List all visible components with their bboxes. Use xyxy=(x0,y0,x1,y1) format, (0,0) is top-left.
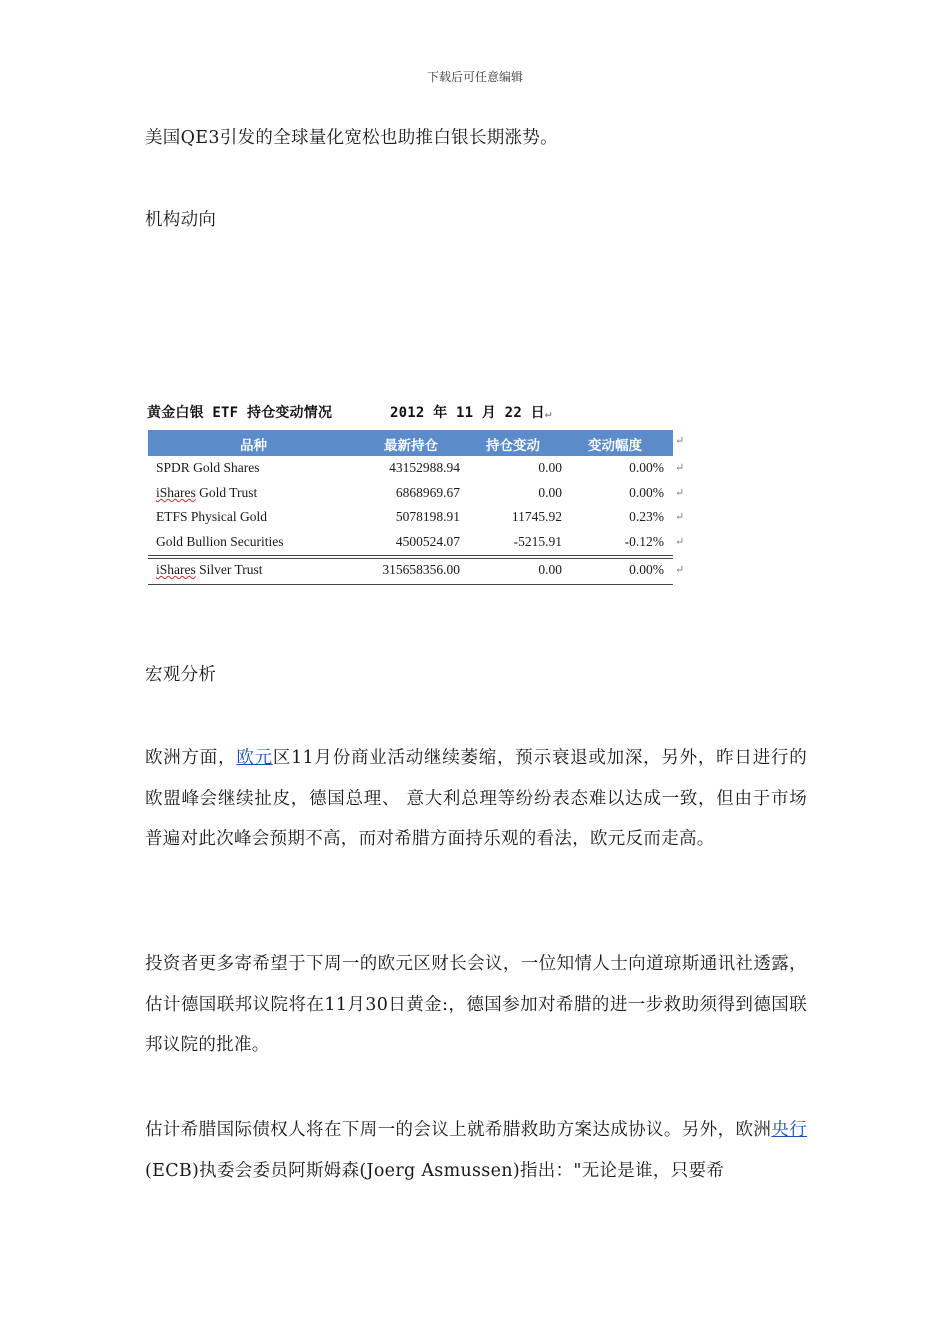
table-bottom-border xyxy=(148,584,673,585)
header-latest-holding: 最新持仓 xyxy=(384,438,438,454)
page-header: 下载后可任意编辑 xyxy=(426,70,523,84)
table-date: 2012 年 11 月 22 日↵ xyxy=(390,405,552,421)
cell-pct: 0.00% xyxy=(629,460,664,475)
section-heading-macro: 宏观分析 xyxy=(145,665,217,685)
table-row xyxy=(148,458,673,482)
row-end-mark: ↵ xyxy=(675,486,685,499)
paragraph-qe3: 美国QE3引发的全球量化宽松也助推白银长期涨势。 xyxy=(145,128,558,148)
section-heading-institutions: 机构动向 xyxy=(145,210,217,230)
row-end-mark: ↵ xyxy=(675,535,685,548)
cell-change: 0.00 xyxy=(538,562,562,577)
cell-latest: 5078198.91 xyxy=(395,509,460,524)
cell-change: 0.00 xyxy=(538,485,562,500)
cell-latest: 6868969.67 xyxy=(395,485,460,500)
table-row xyxy=(148,560,673,584)
table-divider xyxy=(148,558,673,559)
table-title xyxy=(147,402,552,422)
cell-change: 0.00 xyxy=(538,460,562,475)
euro-link[interactable]: 欧元 xyxy=(236,748,273,768)
table-row xyxy=(148,483,673,507)
cell-pct: 0.00% xyxy=(629,562,664,577)
table-row xyxy=(148,532,673,556)
paragraph-investors: 投资者更多寄希望于下周一的欧元区财长会议，一位知情人士向道琼斯通讯社透露，估计德国联邦议院将在11月30日黄金:，德国参加对希腊的进一步救助须得到德国联邦议院的批准。 xyxy=(145,954,807,1055)
header-change-pct: 变动幅度 xyxy=(588,438,642,454)
table-header-row xyxy=(148,430,673,456)
central-bank-link[interactable]: 央行 xyxy=(771,1120,807,1140)
header-variety: 品种 xyxy=(240,438,267,454)
row-end-mark: ↵ xyxy=(675,434,685,447)
cell-name: Gold Bullion Securities xyxy=(156,534,284,549)
header-holding-change: 持仓变动 xyxy=(486,438,540,454)
paragraph-greece: 估计希腊国际债权人将在下周一的会议上就希腊救助方案达成协议。另外，欧洲央行(ECB)执委会委员阿斯姆森(Joerg Asmussen)指出："无论是谁，只要希 xyxy=(145,1120,807,1181)
table-divider xyxy=(148,555,673,556)
cell-latest: 4500524.07 xyxy=(395,534,460,549)
cell-name: iShares Silver Trust xyxy=(156,562,263,577)
paragraph-europe: 欧洲方面，欧元区11月份商业活动继续萎缩，预示衰退或加深，另外，昨日进行的欧盟峰会继续扯皮，德国总理、 意大利总理等纷纷表态难以达成一致，但由于市场普遍对此次峰会预期不高，而对希腊方面持乐观的看法，欧元反而走高。 xyxy=(145,748,808,849)
table-title-text: 黄金白银 ETF 持仓变动情况 xyxy=(147,405,333,421)
etf-holdings-table xyxy=(145,402,685,592)
cell-name: SPDR Gold Shares xyxy=(156,460,260,475)
cell-name: iShares Gold Trust xyxy=(156,485,258,500)
cell-change: -5215.91 xyxy=(513,534,562,549)
row-end-mark: ↵ xyxy=(675,510,685,523)
cell-pct: -0.12% xyxy=(624,534,664,549)
cell-latest: 43152988.94 xyxy=(389,460,460,475)
cell-pct: 0.00% xyxy=(629,485,664,500)
row-end-mark: ↵ xyxy=(675,461,685,474)
cell-pct: 0.23% xyxy=(629,509,664,524)
table-row xyxy=(148,507,673,531)
cell-name: ETFS Physical Gold xyxy=(156,509,268,524)
row-end-mark: ↵ xyxy=(675,563,685,576)
cell-change: 11745.92 xyxy=(511,509,562,524)
cell-latest: 315658356.00 xyxy=(382,562,460,577)
